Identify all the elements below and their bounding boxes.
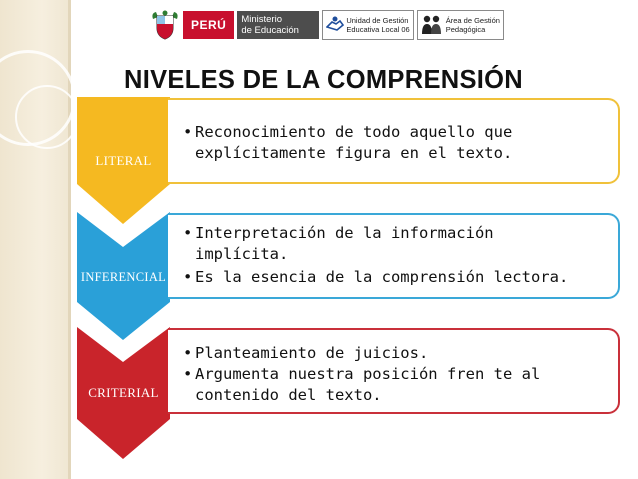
bullet-item [181, 223, 618, 265]
ministerio-line1: Ministerio [241, 14, 282, 25]
ministerio-line2: de Educación [241, 25, 299, 36]
ugel-line1: Unidad de Gestión [346, 16, 409, 25]
level-label: LITERAL [95, 153, 152, 168]
bullet-list [168, 215, 618, 288]
bullet-text-continued: implícita. [195, 245, 289, 263]
level-criterial-chevron [77, 327, 170, 460]
bullet-text: Argumenta nuestra posición fren te al [195, 365, 541, 383]
peru-logo [183, 11, 234, 39]
bullet-text: Planteamiento de juicios. [195, 344, 429, 362]
bullet-item [181, 343, 618, 364]
ugel-logo [322, 10, 413, 40]
area-gestion-logo [417, 10, 504, 40]
bullet-item [181, 267, 618, 288]
bullet-text: Reconocimiento de todo aquello que [195, 123, 513, 141]
level-inferencial-chevron [77, 212, 170, 342]
bullet-text: Interpretación de la información [195, 224, 494, 242]
agp-line2: Pedagógica [445, 25, 486, 34]
peru-coat-of-arms-icon [150, 9, 180, 41]
level-literal-chevron [77, 97, 170, 227]
handshake-icon [326, 15, 344, 35]
bullet-list [168, 330, 618, 406]
bullet-text: Es la esencia de la comprensión lectora. [195, 268, 569, 286]
bullet-list [168, 100, 618, 164]
level-label: INFERENCIAL [80, 270, 167, 284]
bullet-item [181, 122, 618, 164]
ministerio-logo [237, 11, 319, 39]
people-icon [421, 14, 443, 36]
bullet-text-continued: contenido del texto. [195, 386, 382, 404]
header-logos [150, 8, 504, 42]
level-inferencial-box [168, 213, 620, 299]
bullet-item [181, 364, 618, 406]
page-title: NIVELES DE LA COMPRENSIÓN [124, 66, 524, 94]
bullet-text-continued: explícitamente figura en el texto. [195, 144, 513, 162]
ugel-line2: Educativa Local 06 [346, 25, 410, 34]
level-label: CRITERIAL [88, 385, 159, 400]
agp-line1: Área de Gestión [445, 16, 500, 25]
peru-label: PERÚ [191, 18, 227, 32]
decorative-circle [15, 85, 79, 149]
level-literal-box [168, 98, 620, 184]
level-criterial-box [168, 328, 620, 414]
